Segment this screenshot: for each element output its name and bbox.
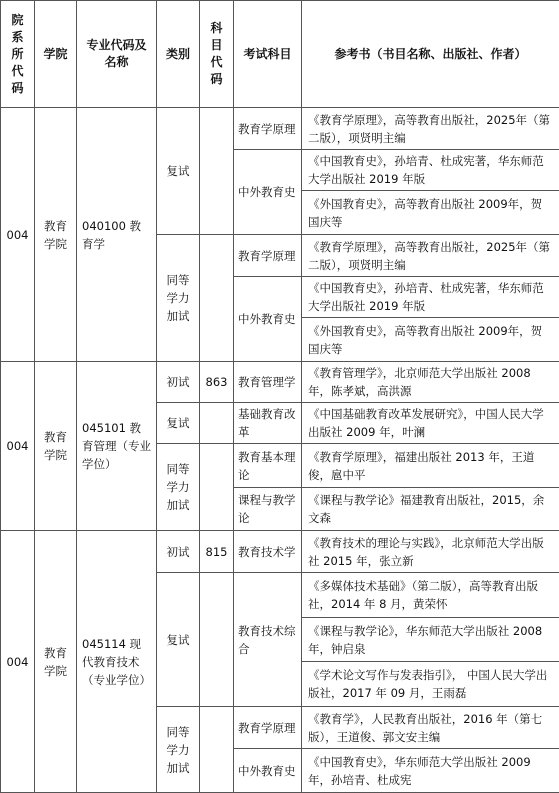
institute-code: 004 bbox=[1, 108, 35, 362]
exam-subject: 教育学原理 bbox=[234, 235, 302, 277]
category: 同等学力加试 bbox=[157, 235, 200, 362]
reference-book: 《教育学原理》，高等教育出版社，2025年（第二版），项贤明主编 bbox=[302, 108, 559, 150]
subject-code bbox=[200, 235, 234, 362]
category: 同等学力加试 bbox=[157, 707, 200, 793]
reference-book: 《中国教育史》，孙培青、杜成宪著，华东师范大学出版社 2019 年版 bbox=[302, 277, 559, 318]
table-header-row bbox=[1, 1, 559, 108]
header-college: 学院 bbox=[35, 1, 77, 108]
category: 初试 bbox=[157, 362, 200, 403]
college-name: 教育学院 bbox=[35, 531, 77, 793]
exam-subject: 教育管理学 bbox=[234, 362, 302, 403]
reference-book: 《外国教育史》，高等教育出版社 2009年，贺国庆等 bbox=[302, 318, 559, 362]
header-exam-subject: 考试科目 bbox=[234, 1, 302, 108]
exam-subject: 课程与教学论 bbox=[234, 488, 302, 531]
reference-book: 《多媒体技术基础》（第二版），高等教育出版社，2014 年 8 月，黄荣怀 bbox=[302, 573, 559, 618]
subject-code bbox=[200, 108, 234, 235]
major-name: 045114 现代教育技术（专业学位） bbox=[77, 531, 157, 793]
table-row bbox=[1, 108, 559, 150]
reference-book: 《学术论文写作与发表指引》， 中国人民大学出版社，2017 年 09 月，王雨磊 bbox=[302, 662, 559, 707]
category: 复试 bbox=[157, 108, 200, 235]
category: 复试 bbox=[157, 403, 200, 444]
reference-book: 《教育学》，人民教育出版社，2016 年（第七版），王道俊、郭文安主编 bbox=[302, 707, 559, 749]
category: 初试 bbox=[157, 531, 200, 573]
reference-book: 《外国教育史》，高等教育出版社 2009年，贺国庆等 bbox=[302, 191, 559, 235]
major-name: 040100 教育学 bbox=[77, 108, 157, 362]
reference-book: 《教育学原理》，福建出版社 2013 年，王道俊，扈中平 bbox=[302, 444, 559, 488]
reference-book: 《教育管理学》，北京师范大学出版社 2008年，陈孝斌，高洪源 bbox=[302, 362, 559, 403]
exam-subject: 教育技术综合 bbox=[234, 573, 302, 707]
reference-book: 《教育学原理》，高等教育出版社，2025年（第二版），项贤明主编 bbox=[302, 235, 559, 277]
header-reference: 参考书（书目名称、出版社、作者） bbox=[302, 1, 559, 108]
major-name: 045101 教育管理（专业学位） bbox=[77, 362, 157, 531]
table-row bbox=[1, 362, 559, 403]
table-row bbox=[1, 531, 559, 573]
subject-code bbox=[200, 707, 234, 793]
subject-code: 863 bbox=[200, 362, 234, 403]
header-subject-code: 科目代码 bbox=[200, 1, 234, 108]
exam-subject: 中外教育史 bbox=[234, 150, 302, 235]
exam-subject: 教育技术学 bbox=[234, 531, 302, 573]
subject-code bbox=[200, 573, 234, 707]
reference-book: 《教育技术的理论与实践》，北京师范大学出版社 2015 年，张立新 bbox=[302, 531, 559, 573]
subject-code: 815 bbox=[200, 531, 234, 573]
exam-subject: 中外教育史 bbox=[234, 277, 302, 362]
reference-book: 《中国基础教育改革发展研究》，中国人民大学出版社 2009 年，叶澜 bbox=[302, 403, 559, 444]
college-name: 教育学院 bbox=[35, 108, 77, 362]
exam-subject: 教育学原理 bbox=[234, 108, 302, 150]
reference-book: 《中国教育史》，华东师范大学出版社 2009 年，孙培青、杜成宪 bbox=[302, 749, 559, 793]
exam-subject: 中外教育史 bbox=[234, 749, 302, 793]
header-major: 专业代码及名称 bbox=[77, 1, 157, 108]
college-name: 教育学院 bbox=[35, 362, 77, 531]
exam-subject: 教育基本理论 bbox=[234, 444, 302, 488]
header-code: 院系所代码 bbox=[1, 1, 35, 108]
reference-book: 《课程与教学论》福建教育出版社，2015，余文森 bbox=[302, 488, 559, 531]
category: 复试 bbox=[157, 573, 200, 707]
exam-subject: 教育学原理 bbox=[234, 707, 302, 749]
header-category: 类别 bbox=[157, 1, 200, 108]
reference-book: 《课程与教学论》，华东师范大学出版社 2008 年，钟启泉 bbox=[302, 618, 559, 662]
category: 同等学力加试 bbox=[157, 444, 200, 531]
subject-code bbox=[200, 403, 234, 444]
institute-code: 004 bbox=[1, 531, 35, 793]
subject-code bbox=[200, 444, 234, 531]
institute-code: 004 bbox=[1, 362, 35, 531]
exam-subject: 基础教育改革 bbox=[234, 403, 302, 444]
reference-book: 《中国教育史》，孙培青、杜成宪著，华东师范大学出版社 2019 年版 bbox=[302, 150, 559, 191]
